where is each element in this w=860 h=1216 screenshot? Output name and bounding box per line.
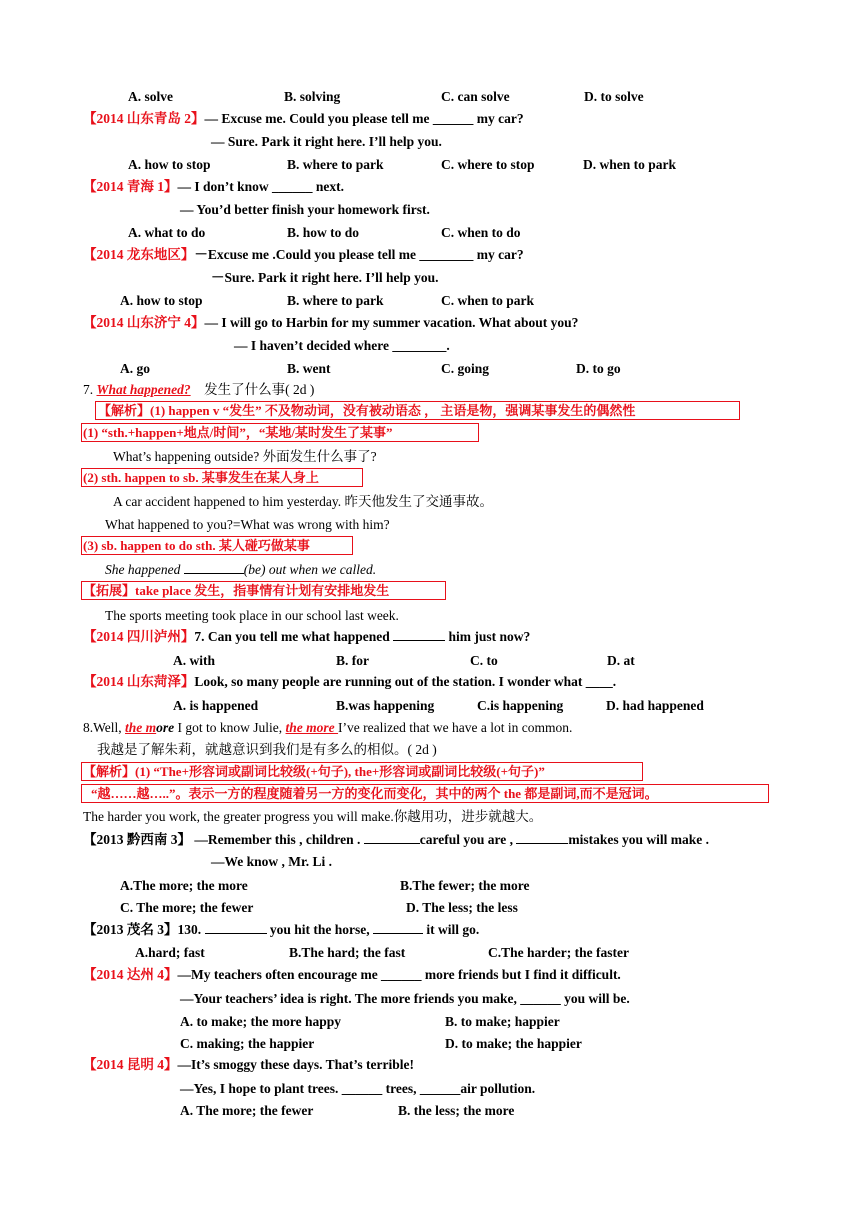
question-kunming [83, 1056, 414, 1074]
option-b: B. where to park [287, 157, 384, 172]
option-a: A. to make; the more happy [180, 1014, 341, 1029]
option-a: A. solve [128, 89, 173, 104]
question-stem: — I don’t know ______ next. [177, 179, 345, 194]
question-qinghai [83, 178, 344, 196]
option-b: B.was happening [336, 698, 435, 713]
option-c: C. when to do [441, 225, 521, 240]
question-tag: 【2014 青海 1】 [83, 179, 178, 194]
question-tag: 【2014 山东济宁 4】 [83, 315, 205, 330]
option-a: A. what to do [128, 225, 206, 240]
option-d: D. to solve [584, 89, 644, 104]
question-tag: 【2014 山东青岛 2】 [83, 111, 205, 126]
example-sentence: The harder you work, the greater progress you will make.你越用功，进步就越大。 [83, 809, 543, 824]
answer-blank [205, 921, 267, 934]
question-reply: —Your teachers’ idea is right. The more friends you make, ______ you will be. [180, 991, 630, 1006]
usage-point-3: (3) sb. happen to do sth. 某人碰巧做某事 [83, 538, 310, 553]
option-c: C. where to stop [441, 157, 535, 172]
option-d: D. to make; the happier [445, 1036, 582, 1051]
key-phrase: What happened? [96, 382, 191, 397]
item-translation: 发生了什么事( 2d ) [204, 382, 315, 397]
question-reply: — Sure. Park it right here. I’ll help you. [211, 134, 442, 149]
question-dazhou [83, 966, 621, 984]
example-sentence: A car accident happened to him yesterday. 昨天他发生了交通事故。 [113, 494, 494, 509]
question-qianxinan [83, 831, 709, 849]
usage-point-1: (1) “sth.+happen+地点/时间”，“某地/某时发生了某事” [83, 425, 393, 440]
question-stem: him just now? [445, 629, 531, 644]
option-c: C. to [470, 653, 498, 668]
question-reply: －Sure. Park it right here. I’ll help you. [211, 270, 439, 285]
question-reply: —We know , Mr. Li . [211, 854, 333, 869]
option-d: D. The less; the less [406, 900, 518, 915]
option-a: A. is happened [173, 698, 259, 713]
option-b: B. where to park [287, 293, 384, 308]
option-a: A. with [173, 653, 216, 668]
option-a: A. how to stop [128, 157, 211, 172]
question-luzhou [83, 628, 530, 646]
option-d: D. had happened [606, 698, 704, 713]
question-tag: 【2014 达州 4】 [83, 967, 178, 982]
question-tag: 【2014 龙东地区】 [83, 247, 195, 262]
question-reply: — I haven’t decided where ________. [234, 338, 450, 353]
question-stem: Look, so many people are running out of the station. I wonder what ____. [194, 674, 617, 689]
question-stem: —It’s smoggy these days. That’s terrible! [177, 1057, 414, 1072]
answer-blank [373, 921, 423, 934]
extension-note: 【拓展】take place 发生，指事情有计划有安排地发生 [83, 583, 390, 598]
question-stem: 130. [177, 922, 205, 937]
option-c: C. when to park [441, 293, 535, 308]
question-tag: 【2013 茂名 3】 [83, 922, 178, 937]
option-d: D. when to park [583, 157, 677, 172]
item-translation: 我越是了解朱莉，就越意识到我们是有多么的相似。( 2d ) [97, 742, 437, 757]
question-qingdao [83, 110, 524, 128]
question-stem: it will go. [423, 922, 480, 937]
answer-blank [364, 831, 420, 844]
option-a: A. The more; the fewer [180, 1103, 314, 1118]
question-stem: －Excuse me .Could you please tell me ________ my car? [194, 247, 524, 262]
option-b: B.The hard; the fast [289, 945, 406, 960]
answer-blank [393, 628, 445, 641]
sentence-text: 8.Well, [83, 720, 126, 735]
question-longdong [83, 246, 524, 264]
question-tag: 【2014 山东菏泽】 [83, 674, 195, 689]
question-stem: you hit the horse, [266, 922, 374, 937]
option-c: C. The more; the fewer [120, 900, 254, 915]
key-phrase: the more [285, 720, 339, 735]
option-a: A.hard; fast [135, 945, 205, 960]
example-text: She happened [105, 562, 184, 577]
option-a: A. go [120, 361, 150, 376]
question-tag: 【2014 昆明 4】 [83, 1057, 178, 1072]
option-b: B.The fewer; the more [400, 878, 530, 893]
question-jining [83, 314, 578, 332]
item-8-sentence [83, 719, 572, 737]
option-d: D. at [607, 653, 635, 668]
item-number: 7. [83, 382, 97, 397]
option-c: C. going [441, 361, 490, 376]
option-c: C. making; the happier [180, 1036, 315, 1051]
answer-blank [516, 831, 568, 844]
item-7-heading [83, 381, 314, 399]
option-c: C.is happening [477, 698, 564, 713]
key-phrase: ore [156, 720, 175, 735]
example-sentence [105, 561, 376, 579]
example-sentence: What happened to you?=What was wrong with him? [105, 517, 390, 532]
question-stem: —Remember this , children . [191, 832, 364, 847]
option-d: D. to go [576, 361, 621, 376]
analysis-note: 【解析】(1) happen v “发生” 不及物动词，没有被动语态 ， 主语是物，强调某事发生的偶然性 [98, 403, 636, 418]
question-stem: careful you are , [419, 832, 517, 847]
key-phrase: the m [125, 720, 157, 735]
option-b: B. the less; the more [398, 1103, 515, 1118]
question-stem: — Excuse me. Could you please tell me ______ my car? [204, 111, 524, 126]
option-c: C. can solve [441, 89, 510, 104]
question-reply: — You’d better finish your homework first. [180, 202, 430, 217]
option-b: B. solving [284, 89, 341, 104]
question-stem: —My teachers often encourage me ______ more friends but I find it difficult. [177, 967, 621, 982]
example-sentence: What’s happening outside? 外面发生什么事了? [113, 449, 377, 464]
usage-point-2: (2) sth. happen to sb. 某事发生在某人身上 [83, 470, 319, 485]
analysis-note: “越……越…..”。表示一方的程度随着另一方的变化而变化，其中的两个 the 都是副词,而不是冠词。 [91, 786, 658, 801]
option-a: A.The more; the more [120, 878, 248, 893]
question-tag: 【2013 黔西南 3】 [83, 832, 191, 847]
example-text: (be) out when we called. [243, 562, 377, 577]
sentence-text: I’ve realized that we have a lot in common. [338, 720, 573, 735]
question-stem: mistakes you will make . [568, 832, 709, 847]
option-b: B. how to do [287, 225, 360, 240]
analysis-note: 【解析】(1) “The+形容词或副词比较级(+句子), the+形容词或副词比较级(+句子)” [83, 764, 545, 779]
option-b: B. went [287, 361, 331, 376]
question-stem: — I will go to Harbin for my summer vacation. What about you? [204, 315, 579, 330]
example-sentence: The sports meeting took place in our school last week. [105, 608, 399, 623]
sentence-text: I got to know Julie, [174, 720, 286, 735]
question-stem: 7. Can you tell me what happened [194, 629, 394, 644]
option-b: B. for [336, 653, 369, 668]
option-b: B. to make; happier [445, 1014, 560, 1029]
answer-blank [184, 561, 244, 574]
question-tag: 【2014 四川泸州】 [83, 629, 195, 644]
question-maoming [83, 921, 479, 939]
option-c: C.The harder; the faster [488, 945, 629, 960]
question-reply: —Yes, I hope to plant trees. ______ trees, ______air pollution. [180, 1081, 536, 1096]
option-a: A. how to stop [120, 293, 203, 308]
question-heze [83, 673, 616, 691]
